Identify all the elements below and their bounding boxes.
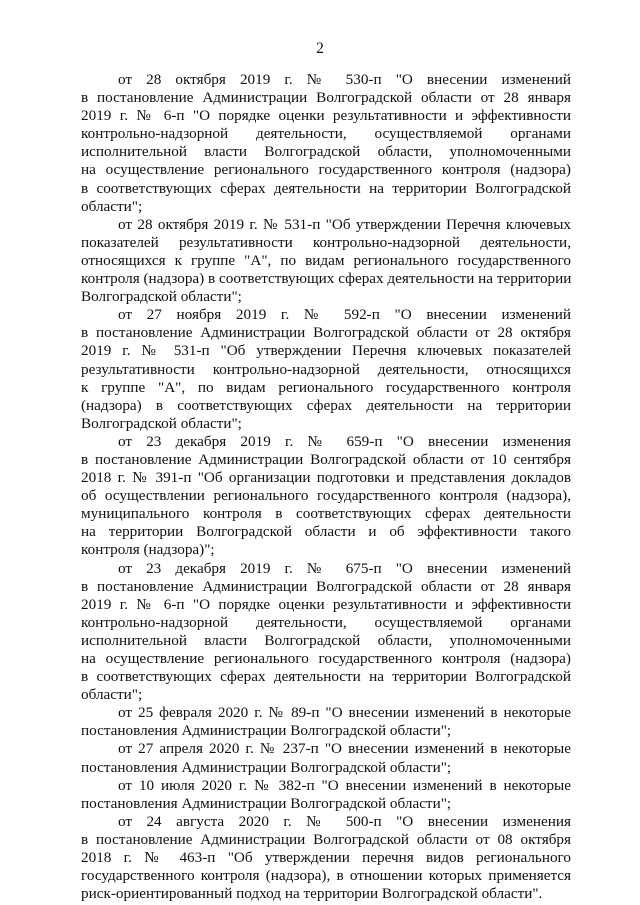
list-item-resolution [81, 306, 571, 433]
paragraph-line: контроля (надзора)"; [81, 541, 215, 559]
paragraph-line: к группе "А", по видам регионального государственного контроля [81, 378, 571, 396]
paragraph-line: в постановление Администрации Волгоградской области от 08 октября [81, 830, 571, 848]
paragraph-line: результативности контрольно-надзорной деятельности, относящихся [81, 360, 571, 378]
paragraph-line: от 28 октября 2019 г. № 531-п "Об утверждении Перечня ключевых [118, 215, 571, 233]
list-item-resolution [81, 560, 571, 705]
paragraph-line: в соответствующих сферах деятельности на территории Волгоградской [81, 668, 571, 686]
paragraph-line: 2018 г. № 391-п "Об организации подготовки и представления докладов [81, 469, 571, 487]
paragraph-line: в постановление Администрации Волгоградской области от 28 января [81, 89, 571, 107]
paragraph-line: Волгоградской области"; [81, 288, 242, 306]
list-item-resolution [81, 704, 571, 740]
list-item-resolution [81, 71, 571, 216]
paragraph-line: области"; [81, 197, 143, 215]
paragraph-line: от 25 февраля 2020 г. № 89-п "О внесении изменений в некоторые [118, 704, 571, 722]
paragraph-line: постановления Администрации Волгоградской области"; [81, 758, 452, 776]
list-item-resolution [81, 777, 571, 813]
paragraph-line: 2019 г. № 531-п "Об утверждении Перечня ключевых показателей [81, 342, 571, 360]
paragraph-line: контроля (надзора) в соответствующих сферах деятельности на территории [81, 270, 572, 288]
paragraph-line: на территории Волгоградской области и об эффективности такого [81, 523, 571, 541]
page-number: 2 [316, 40, 324, 57]
paragraph-line: от 10 июля 2020 г. № 382-п "О внесении изменений в некоторые [118, 776, 571, 794]
paragraph-line: 2019 г. № 6-п "О порядке оценки результативности и эффективности [81, 107, 571, 125]
paragraph-line: риск-ориентированный подход на территории Волгоградской области". [81, 885, 543, 903]
list-item-resolution [81, 216, 571, 306]
paragraph-line: исполнительной власти Волгоградской области, уполномоченными [81, 631, 571, 649]
paragraph-line: контрольно-надзорной деятельности, осуществляемой органами [81, 125, 571, 143]
paragraph-line: области"; [81, 686, 143, 704]
paragraph-line: от 23 декабря 2019 г. № 659-п "О внесении изменения [118, 432, 571, 450]
paragraph-line: от 24 августа 2020 г. № 500-п "О внесении изменения [118, 812, 571, 830]
paragraph-line: 2019 г. № 6-п "О порядке оценки результативности и эффективности [81, 595, 571, 613]
paragraph-line: 2018 г. № 463-п "Об утверждении перечня видов регионального [81, 849, 571, 867]
paragraph-line: постановления Администрации Волгоградской области"; [81, 722, 452, 740]
paragraph-line: относящихся к группе "А", по видам регионального государственного [81, 251, 571, 269]
list-item-resolution [81, 433, 571, 560]
paragraph-line: в постановление Администрации Волгоградской области от 28 октября [81, 324, 571, 342]
paragraph-line: от 28 октября 2019 г. № 530-п "О внесении изменений [118, 71, 571, 88]
paragraph-line: в постановление Администрации Волгоградской области от 10 сентября [81, 450, 571, 468]
paragraph-line: об осуществлении регионального государственного контроля (надзора), [81, 487, 571, 505]
paragraph-line: контрольно-надзорной деятельности, осуществляемой органами [81, 613, 571, 631]
paragraph-line: от 23 декабря 2019 г. № 675-п "О внесении изменений [118, 559, 571, 577]
paragraph-line: государственного контроля (надзора), в отношении которых применяется [81, 867, 571, 885]
paragraph-line: Волгоградской области"; [81, 414, 242, 432]
list-item-resolution [81, 740, 571, 776]
list-item-resolution [81, 813, 571, 903]
paragraph-line: в соответствующих сферах деятельности на территории Волгоградской [81, 179, 571, 197]
paragraph-line: исполнительной власти Волгоградской области, уполномоченными [81, 143, 571, 161]
paragraph-line: на осуществление регионального государственного контроля (надзора) [81, 650, 571, 667]
paragraph-line: постановления Администрации Волгоградской области"; [81, 794, 452, 812]
paragraph-line: от 27 ноября 2019 г. № 592-п "О внесении изменений [118, 306, 571, 324]
paragraph-line: (надзора) в соответствующих сферах деятельности на территории [81, 396, 571, 414]
paragraph-line: на осуществление регионального государственного контроля (надзора) [81, 161, 571, 179]
paragraph-line: показателей результативности контрольно-надзорной деятельности, [81, 233, 571, 251]
document-body [81, 71, 571, 903]
paragraph-line: в постановление Администрации Волгоградской области от 28 января [81, 577, 571, 595]
paragraph-line: муниципального контроля в соответствующих сферах деятельности [81, 505, 571, 523]
paragraph-line: от 27 апреля 2020 г. № 237-п "О внесении изменений в некоторые [118, 740, 571, 758]
